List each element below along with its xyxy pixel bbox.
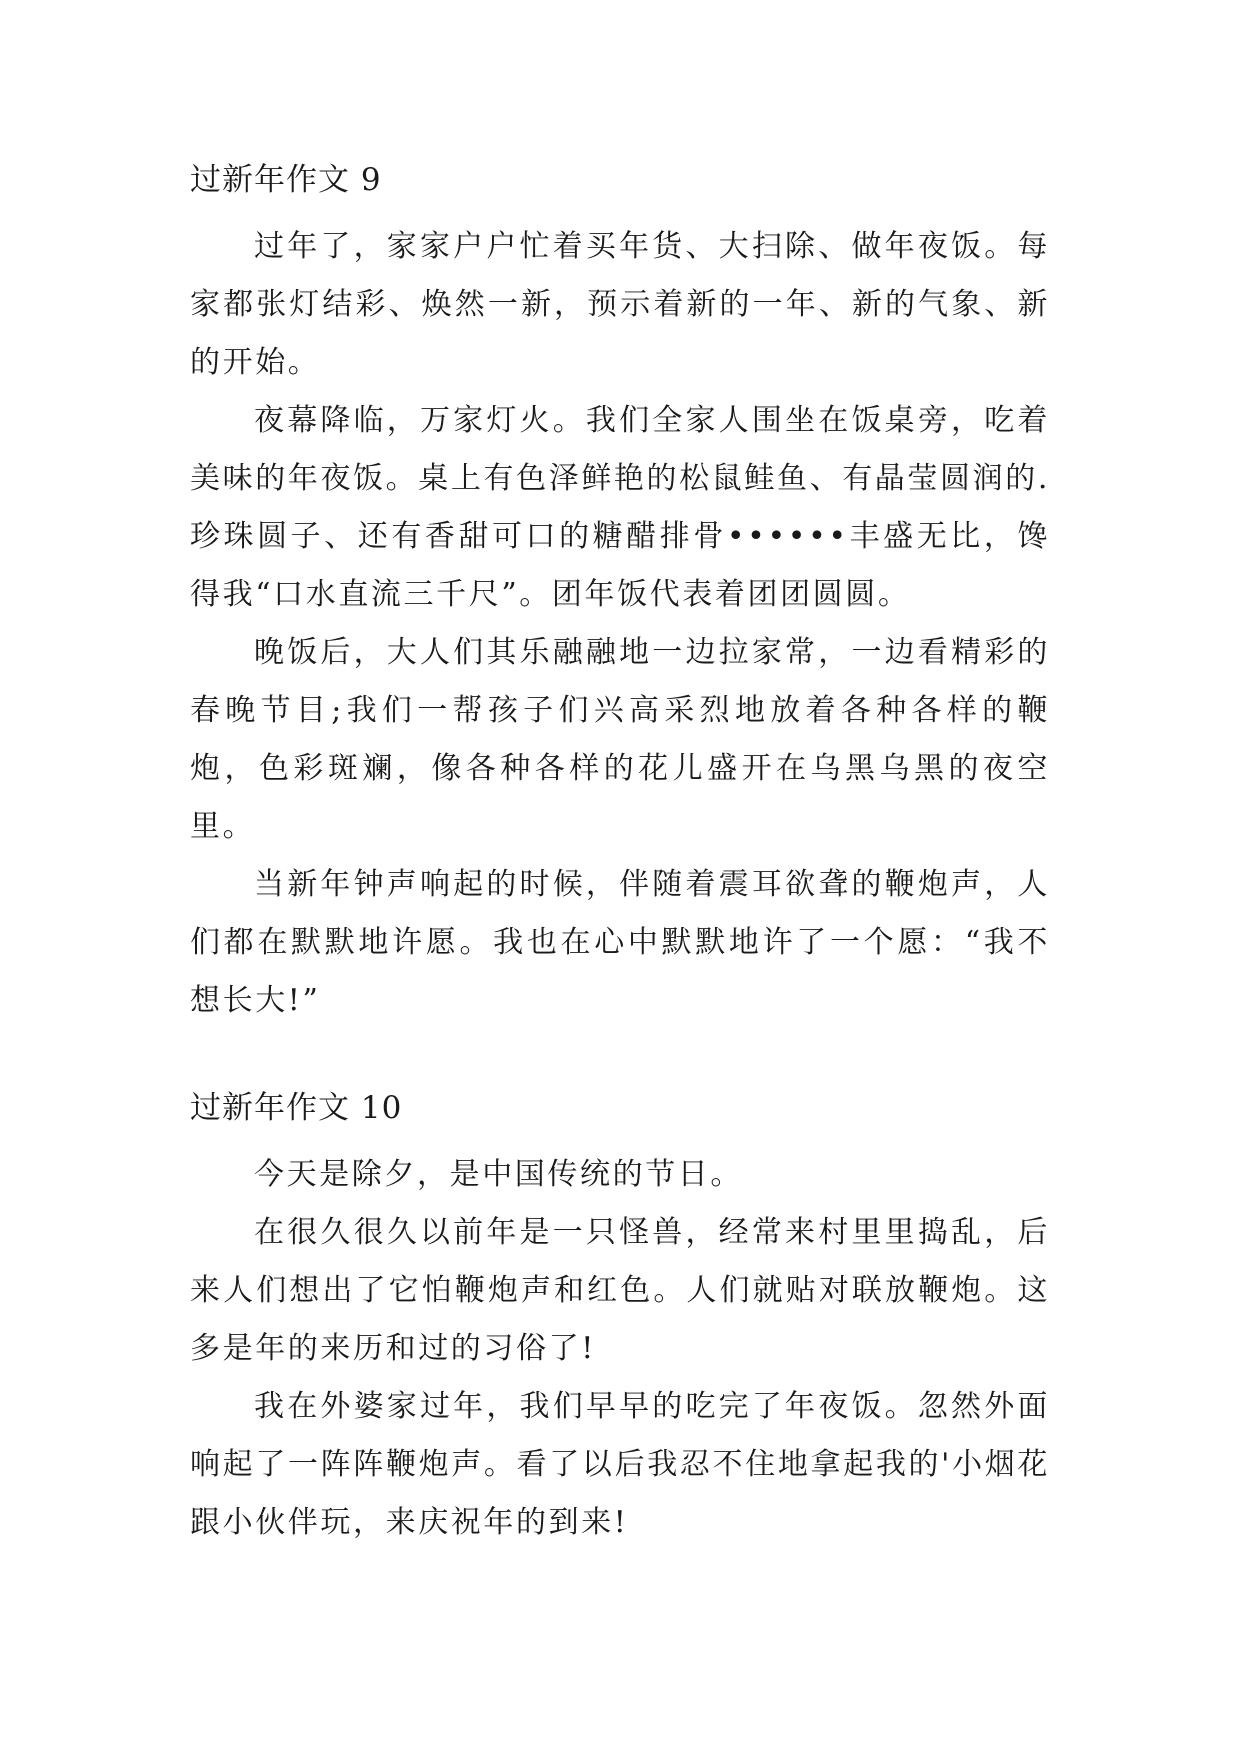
essay-title: 过新年作文 10	[190, 1090, 403, 1126]
essay-paragraph: 今天是除夕，是中国传统的节日。	[254, 1157, 743, 1192]
essay-paragraph: 夜幕降临，万家灯火。我们全家人围坐在饭桌旁，吃着美味的年夜饭。桌上有色泽鲜艳的松鼠鲑鱼、有晶莹圆润的.珍珠圆子、还有香甜可口的糖醋排骨••••••丰盛无比，馋得我“口水直流三千尺”。团年饭代表着团团圆圆。	[190, 403, 1050, 612]
document-page	[190, 160, 1050, 1552]
essay-paragraph: 过年了，家家户户忙着买年货、大扫除、做年夜饭。每家都张灯结彩、焕然一新，预示着新的一年、新的气象、新的开始。	[190, 229, 1050, 380]
essay-title: 过新年作文 9	[190, 162, 382, 198]
essay-paragraph: 当新年钟声响起的时候，伴随着震耳欲聋的鞭炮声，人们都在默默地许愿。我也在心中默默地许了一个愿：“我不想长大!”	[190, 867, 1050, 1018]
essay-paragraph: 我在外婆家过年，我们早早的吃完了年夜饭。忽然外面响起了一阵阵鞭炮声。看了以后我忍不住地拿起我的'小烟花跟小伙伴玩，来庆祝年的到来!	[190, 1389, 1050, 1540]
section-spacer	[190, 1030, 1050, 1088]
essay-section-10	[190, 1088, 1050, 1552]
essay-paragraph: 晚饭后，大人们其乐融融地一边拉家常，一边看精彩的春晚节目;我们一帮孩子们兴高采烈地放着各种各样的鞭炮，色彩斑斓，像各种各样的花儿盛开在乌黑乌黑的夜空里。	[190, 635, 1050, 844]
essay-paragraph: 在很久很久以前年是一只怪兽，经常来村里里捣乱，后来人们想出了它怕鞭炮声和红色。人们就贴对联放鞭炮。这多是年的来历和过的习俗了!	[190, 1215, 1050, 1366]
essay-section-9	[190, 160, 1050, 1030]
